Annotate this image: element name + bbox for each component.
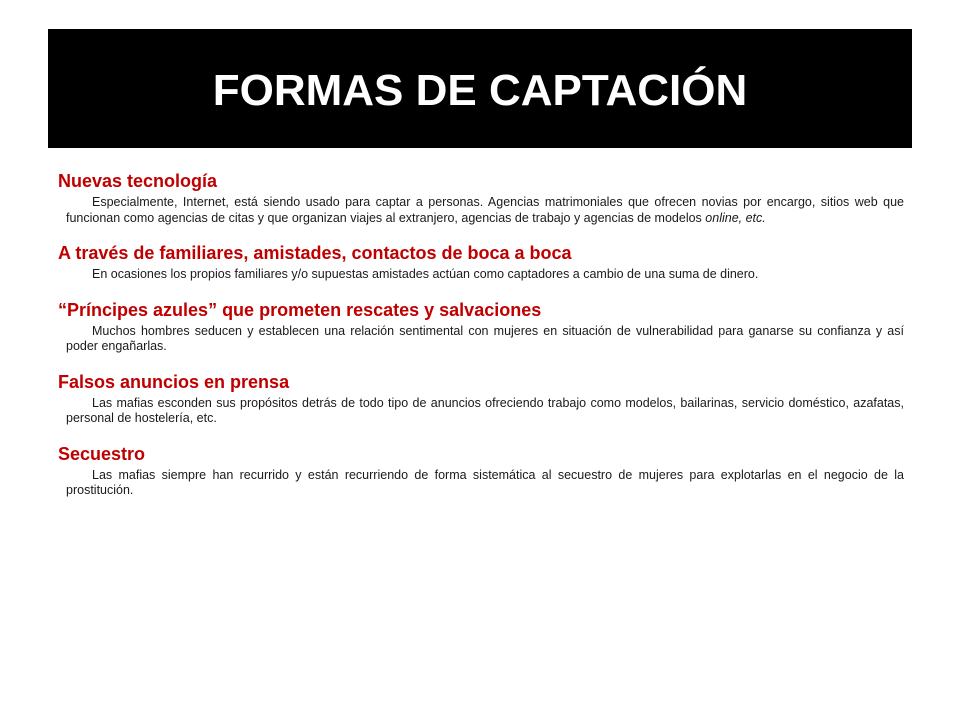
section-fake-ads — [58, 371, 904, 427]
title-bar — [48, 29, 912, 148]
section-heading: Falsos anuncios en prensa — [58, 371, 290, 392]
section-heading: Secuestro — [58, 443, 146, 464]
section-body-text: Especialmente, Internet, está siendo usado para captar a personas. Agencias matrimoniales que ofrecen novias por encargo, sitios web que funcionan como agencias de citas y que organizan viajes al extranjero, agencias de trabajo y agencias de modelos — [66, 195, 904, 225]
section-body — [66, 195, 904, 226]
section-heading: A través de familiares, amistades, contactos de boca a boca — [58, 243, 572, 263]
section-heading: Nuevas tecnología — [58, 171, 218, 191]
section-heading: “Príncipes azules” que prometen rescates y salvaciones — [58, 299, 542, 320]
section-body: Muchos hombres seducen y establecen una relación sentimental con mujeres en situación de vulnerabilidad para ganarse su confianza y así poder engañarlas. — [66, 323, 904, 353]
section-prince-charming — [58, 299, 904, 355]
slide-content — [58, 170, 904, 499]
section-body: Las mafias siempre han recurrido y están recurriendo de forma sistemática al secuestro de mujeres para explotarlas en el negocio de la prostitución. — [66, 467, 904, 497]
section-body: En ocasiones los propios familiares y/o supuestas amistades actúan como captadores a cambio de una suma de dinero. — [92, 267, 759, 281]
section-new-technologies — [58, 170, 904, 226]
slide-title: FORMAS DE CAPTACIÓN — [212, 65, 748, 115]
section-body-italic: online, etc. — [705, 210, 766, 225]
section-body: Las mafias esconden sus propósitos detrás de todo tipo de anuncios ofreciendo trabajo como modelos, bailarinas, servicio doméstico, azafatas, personal de hostelería, etc. — [66, 395, 904, 425]
section-kidnapping — [58, 443, 904, 499]
section-family-friends — [58, 242, 904, 283]
